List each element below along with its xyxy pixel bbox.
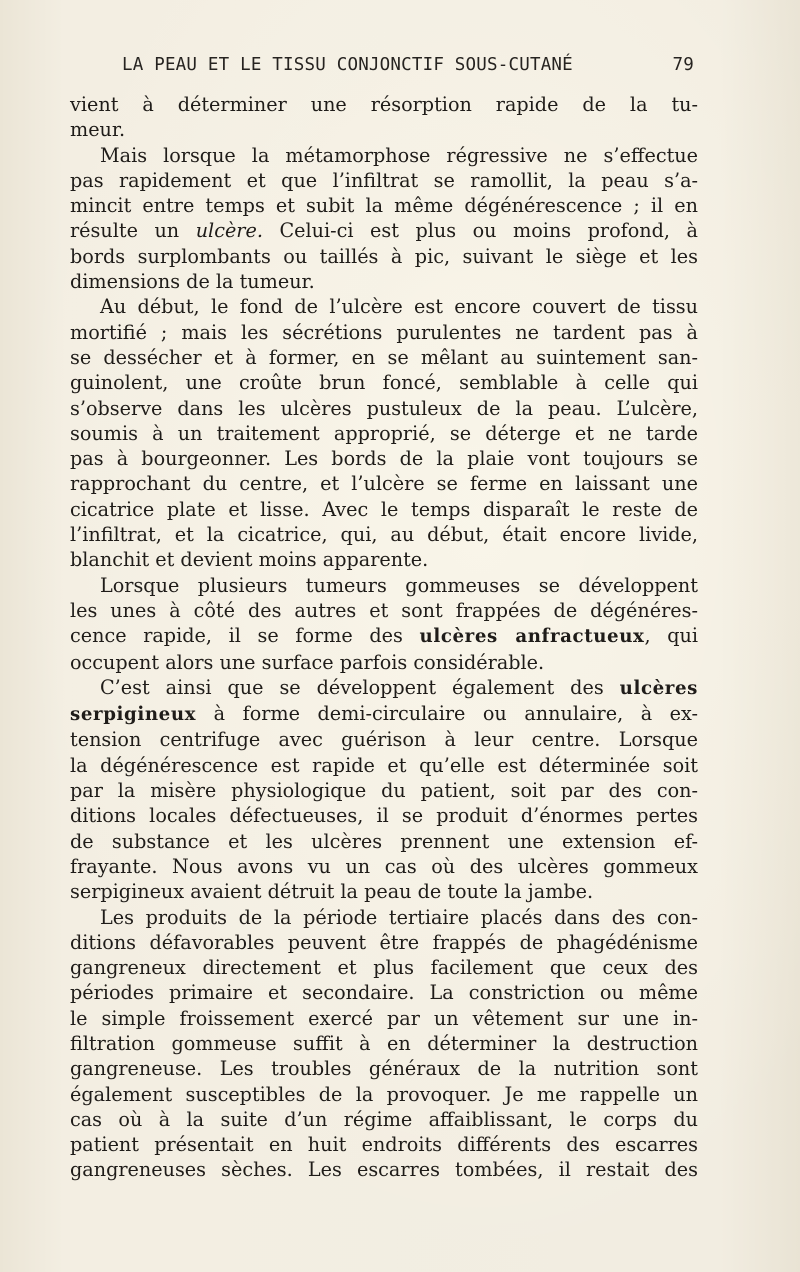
text-run: , qui: [644, 624, 698, 648]
text-line: bords surplombants ou taillés à pic, suivant le siège et les: [70, 244, 698, 268]
text-line: mortifié ; mais les sécrétions purulentes ne tardent pas à: [70, 320, 698, 344]
paragraph: [70, 294, 698, 572]
text-line: ditions locales défectueuses, il se produit d’énormes pertes: [70, 804, 698, 828]
bold-term: serpigineux: [70, 704, 197, 726]
text-run: résulte un: [70, 219, 196, 243]
text-line: tension centrifuge avec guérison à leur centre. Lorsque: [70, 728, 698, 752]
text-line: occupent alors une surface parfois considérable.: [70, 650, 545, 674]
text-line: l’infiltrat, et la cicatrice, qui, au début, était encore livide,: [70, 523, 698, 547]
paragraph: [70, 675, 698, 905]
bold-term: ulcères: [619, 677, 698, 699]
text-line: frayante. Nous avons vu un cas où des ulcères gommeux: [70, 854, 698, 878]
text-line: blanchit et devient moins apparente.: [70, 548, 429, 572]
text-line: meur.: [70, 118, 126, 142]
text-line: se dessécher et à former, en se mêlant au suintement san-: [70, 345, 698, 369]
text-run: cence rapide, il se forme des: [70, 624, 420, 648]
paragraph: [70, 143, 698, 295]
text-line: Au début, le fond de l’ulcère est encore couvert de tissu: [100, 295, 698, 319]
text-line: également susceptibles de la provoquer. Je me rappelle un: [70, 1082, 698, 1106]
text-line: filtration gommeuse suffit à en déterminer la destruction: [70, 1031, 698, 1055]
text-line: les unes à côté des autres et sont frappées de dégénéres-: [70, 598, 698, 622]
text-line: gangreneux directement et plus facilement que ceux des: [70, 956, 698, 980]
running-head-title: LA PEAU ET LE TISSU CONJONCTIF SOUS-CUTANÉ: [122, 55, 573, 75]
italic-term: ulcère.: [195, 219, 263, 243]
text-run: C’est ainsi que se développent également des: [100, 675, 620, 699]
text-line: patient présentait en huit endroits différents des escarres: [70, 1133, 698, 1157]
body-text: [70, 92, 698, 1183]
text-line: rapprochant du centre, et l’ulcère se ferme en laissant une: [70, 472, 698, 496]
text-line: gangreneuse. Les troubles généraux de la nutrition sont: [70, 1057, 698, 1081]
text-line: dimensions de la tumeur.: [70, 270, 315, 294]
text-line: serpigineux avaient détruit la peau de toute la jambe.: [70, 880, 594, 904]
text-line: de substance et les ulcères prennent une extension ef-: [70, 829, 698, 853]
text-line: mincit entre temps et subit la même dégénérescence ; il en: [70, 194, 698, 218]
running-head: [122, 55, 694, 83]
text-line: gangreneuses sèches. Les escarres tombées, il restait des: [70, 1158, 698, 1182]
text-run: à forme demi-circulaire ou annulaire, à ex-: [196, 702, 698, 726]
text-line: s’observe dans les ulcères pustuleux de la peau. L’ulcère,: [70, 396, 698, 420]
text-line: soumis à un traitement approprié, se déterge et ne tarde: [70, 421, 698, 445]
text-line: [70, 675, 698, 701]
text-line: périodes primaire et secondaire. La constriction ou même: [70, 981, 698, 1005]
text-line: la dégénérescence est rapide et qu’elle est déterminée soit: [70, 753, 698, 777]
text-line: cicatrice plate et lisse. Avec le temps disparaît le reste de: [70, 497, 698, 521]
text-line: [70, 701, 698, 727]
text-line: ditions défavorables peuvent être frappés de phagédénisme: [70, 930, 698, 954]
paragraph: [70, 905, 698, 1183]
bold-term: ulcères anfractueux: [419, 626, 645, 648]
text-line: le simple froissement exercé par un vêtement sur une in-: [70, 1006, 698, 1030]
text-line: Les produits de la période tertiaire placés dans des con-: [100, 905, 698, 929]
text-line: Lorsque plusieurs tumeurs gommeuses se développent: [100, 573, 698, 597]
paragraph: [70, 573, 698, 675]
text-line: cas où à la suite d’un régime affaiblissant, le corps du: [70, 1107, 698, 1131]
text-line: guinolent, une croûte brun foncé, semblable à celle qui: [70, 371, 698, 395]
page-number: 79: [672, 55, 694, 75]
text-line: [70, 218, 698, 243]
text-line: vient à déterminer une résorption rapide de la tu-: [70, 93, 698, 116]
text-line: pas rapidement et que l’infiltrat se ramollit, la peau s’a-: [70, 168, 698, 192]
text-line: [70, 623, 698, 649]
text-line: Mais lorsque la métamorphose régressive ne s’effectue: [100, 143, 698, 167]
text-line: par la misère physiologique du patient, soit par des con-: [70, 779, 698, 803]
text-line: pas à bourgeonner. Les bords de la plaie vont toujours se: [70, 447, 698, 471]
paragraph: [70, 92, 698, 143]
text-run: Celui-ci est plus ou moins profond, à: [262, 219, 698, 243]
